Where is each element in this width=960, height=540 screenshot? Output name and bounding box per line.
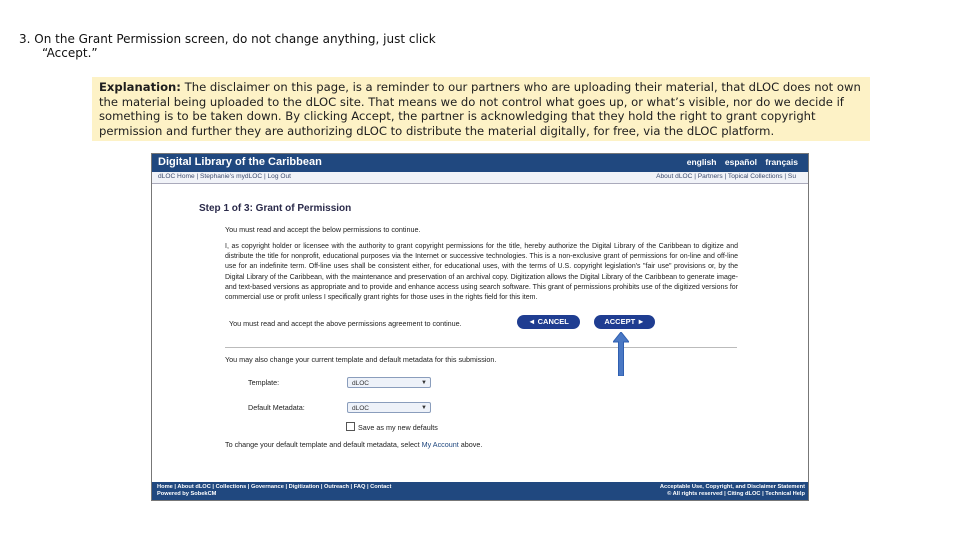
- template-select[interactable]: [347, 377, 431, 388]
- instruction-step: [19, 32, 436, 60]
- site-navbar: [152, 172, 808, 184]
- template-label: Template:: [248, 378, 280, 387]
- template-select-value: dLOC: [352, 380, 369, 387]
- save-defaults-option[interactable]: [346, 422, 438, 432]
- instruction-line-2: “Accept.”: [42, 46, 98, 60]
- agree-text: You must read and accept the above permissions agreement to continue.: [229, 319, 462, 328]
- site-header: [152, 154, 808, 172]
- explanation-box: [92, 77, 870, 141]
- nav-left-links[interactable]: dLOC Home | Stephanie's mydLOC | Log Out: [158, 173, 291, 180]
- divider: [225, 347, 737, 348]
- site-brand[interactable]: Digital Library of the Caribbean: [158, 156, 322, 168]
- final-suffix: above.: [458, 440, 483, 449]
- my-account-link[interactable]: My Account: [421, 440, 459, 449]
- lang-espanol[interactable]: español: [724, 157, 758, 167]
- page-content: [152, 184, 808, 474]
- explanation-text: The disclaimer on this page, is a reminder to our partners who are uploading their material, that dLOC does not own the material being uploaded to the dLOC site. That means we do not control what goes up, or what’s visible, nor do we decide if something is to be taken down. By clicking Accept, the partner is acknowledging that they hold the right to grant copyright permission and further they are authorizing dLOC to distribute the material digitally, for free, via the dLOC platform.: [99, 80, 861, 138]
- chevron-down-icon: ▼: [421, 405, 427, 411]
- lang-francais[interactable]: français: [765, 157, 798, 167]
- metadata-label: Default Metadata:: [248, 403, 305, 412]
- final-prefix: To change your default template and default metadata, select: [225, 440, 422, 449]
- footer-links[interactable]: Home | About dLOC | Collections | Governance | Digitization | Outreach | FAQ | Contact: [157, 484, 392, 490]
- lang-english[interactable]: english: [686, 157, 717, 167]
- checkbox-icon[interactable]: [346, 422, 355, 431]
- save-defaults-label: Save as my new defaults: [358, 423, 438, 432]
- language-links: [681, 157, 798, 167]
- up-arrow-icon: [613, 332, 629, 376]
- permission-terms: I, as copyright holder or licensee with the authority to grant copyright permissions for the title, hereby authorize the Digital Library of the Caribbean to digitize and distribute the title for nonprofit, educational purposes via the Internet or successive technologies. This is a non-exclusive grant of permissions for on-line and off-line use for an indefinite term. Off-line uses shall be consistent either, for educational uses, with the terms of U.S. copyright legislation's "fair use" provisions or, by the Digital Library of the Caribbean, with the maintenance and preservation of an archival copy. Digitization allows the Digital Library of the Caribbean to generate image- and text-based versions as appropriate and to provide and enhance access using search software. This grant of permissions prohibits use of the digitized versions for commercial use or profit unless I specifically grant rights for those uses in the rights field for this item.: [225, 243, 738, 302]
- metadata-select-value: dLOC: [352, 405, 369, 412]
- must-read-text: You must read and accept the below permissions to continue.: [225, 225, 421, 234]
- nav-right-links[interactable]: About dLOC | Partners | Topical Collections | Su: [656, 173, 796, 180]
- page-title: Step 1 of 3: Grant of Permission: [199, 203, 352, 214]
- footer-left: [157, 484, 391, 499]
- footer-statement[interactable]: Acceptable Use, Copyright, and Disclaimer Statement: [659, 484, 805, 490]
- site-footer: [152, 482, 808, 500]
- metadata-select[interactable]: [347, 402, 431, 413]
- final-instruction: [225, 440, 482, 449]
- explanation-label: Explanation:: [99, 80, 181, 94]
- cancel-button[interactable]: ◄ CANCEL: [517, 315, 580, 329]
- footer-right: [660, 484, 805, 499]
- instruction-line-1: 3. On the Grant Permission screen, do not change anything, just click: [19, 32, 436, 46]
- accept-button[interactable]: ACCEPT ►: [594, 315, 655, 329]
- grant-permission-screenshot: [151, 153, 809, 501]
- chevron-down-icon: ▼: [421, 380, 427, 386]
- footer-powered: Powered by SobekCM: [157, 491, 217, 498]
- footer-rights[interactable]: © All rights reserved | Citing dLOC | Technical Help: [667, 491, 805, 498]
- change-defaults-text: You may also change your current template and default metadata for this submission.: [225, 355, 497, 364]
